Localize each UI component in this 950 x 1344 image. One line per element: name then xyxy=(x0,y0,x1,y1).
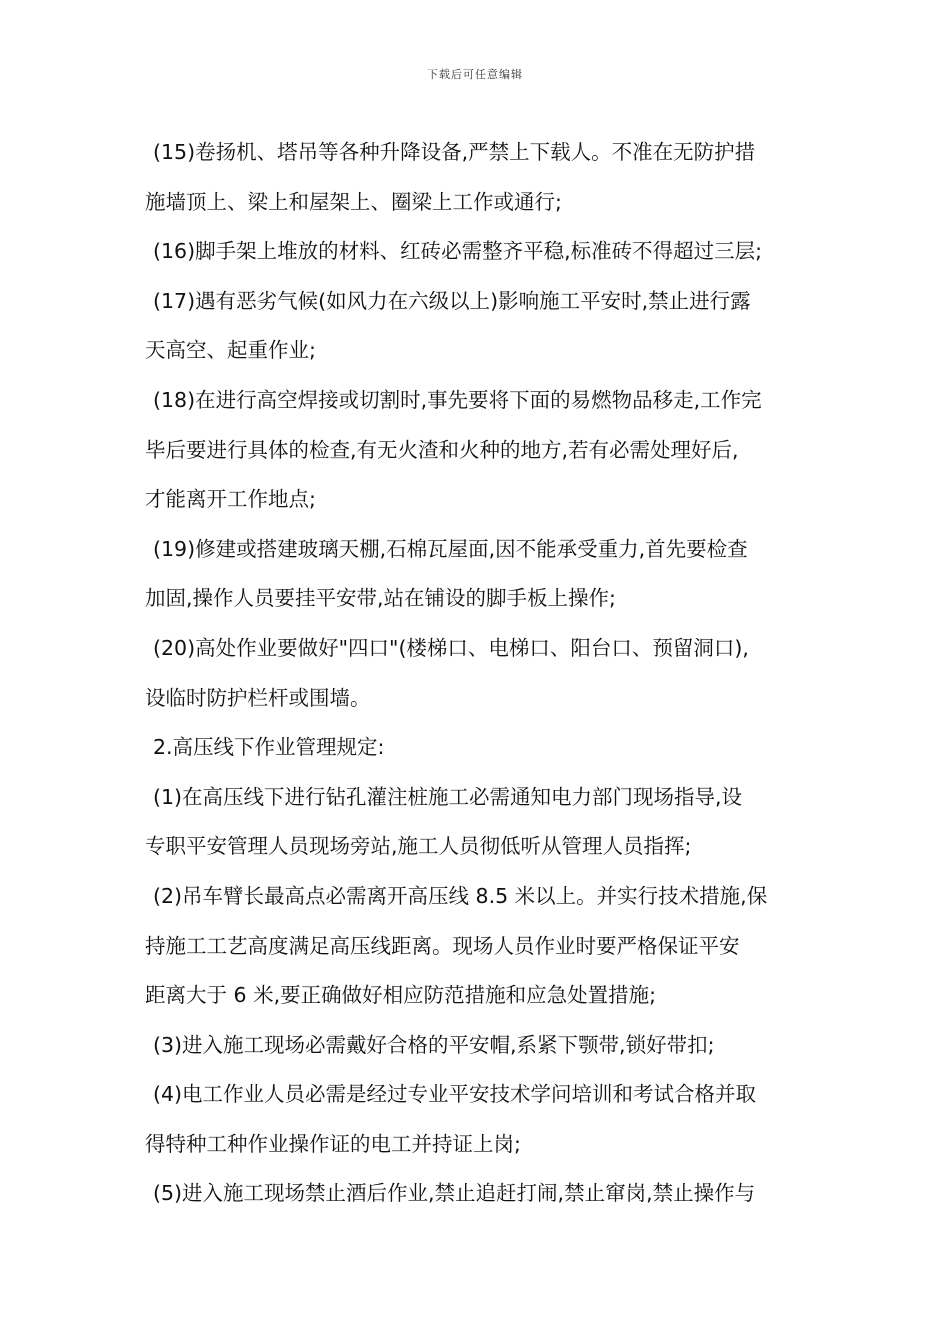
text-line: (3)进入施工现场必需戴好合格的平安帽,系紧下颚带,锁好带扣; xyxy=(153,1032,715,1057)
text-line: 专职平安管理人员现场旁站,施工人员彻低听从管理人员指挥; xyxy=(145,834,692,859)
text-line: 天高空、起重作业; xyxy=(145,338,316,363)
text-line: 距离大于 6 米,要正确做好相应防范措施和应急处置措施; xyxy=(145,983,656,1008)
text-line: (15)卷扬机、塔吊等各种升降设备,严禁上下载人。不准在无防护措 xyxy=(153,140,756,164)
text-line: (4)电工作业人员必需是经过专业平安技术学问培训和考试合格并取 xyxy=(153,1082,757,1107)
text-line: (5)进入施工现场禁止酒后作业,禁止追赶打闹,禁止窜岗,禁止操作与 xyxy=(153,1181,756,1206)
text-line: 才能离开工作地点; xyxy=(145,487,316,512)
text-line: (18)在进行高空焊接或切割时,事先要将下面的易燃物品移走,工作完 xyxy=(153,387,762,412)
text-line: (19)修建或搭建玻璃天棚,石棉瓦屋面,因不能承受重力,首先要检查 xyxy=(153,536,748,561)
text-line: (1)在高压线下进行钻孔灌注桩施工必需通知电力部门现场指导,设 xyxy=(153,784,743,809)
section-heading: 2.高压线下作业管理规定: xyxy=(153,735,385,760)
text-line: 得特种工种作业操作证的电工并持证上岗; xyxy=(145,1131,521,1156)
text-line: (2)吊车臂长最高点必需离开高压线 8.5 米以上。并实行技术措施,保 xyxy=(153,883,768,908)
page-header: 下载后可任意编辑 xyxy=(427,68,523,81)
text-line: (20)高处作业要做好"四口"(楼梯口、电梯口、阳台口、预留洞口), xyxy=(153,635,749,660)
text-line: 毕后要进行具体的检查,有无火渣和火种的地方,若有必需处理好后, xyxy=(145,437,739,462)
text-line: 持施工工艺高度满足高压线距离。现场人员作业时要严格保证平安 xyxy=(145,933,740,958)
text-line: 设临时防护栏杆或围墙。 xyxy=(145,685,371,710)
text-line: (17)遇有恶劣气候(如风力在六级以上)影响施工平安时,禁止进行露 xyxy=(153,288,751,313)
text-line: (16)脚手架上堆放的材料、红砖必需整齐平稳,标准砖不得超过三层; xyxy=(153,239,763,264)
text-line: 加固,操作人员要挂平安带,站在铺设的脚手板上操作; xyxy=(145,586,616,611)
text-line: 施墙顶上、梁上和屋架上、圈梁上工作或通行; xyxy=(145,189,562,214)
document-body xyxy=(145,128,810,1219)
